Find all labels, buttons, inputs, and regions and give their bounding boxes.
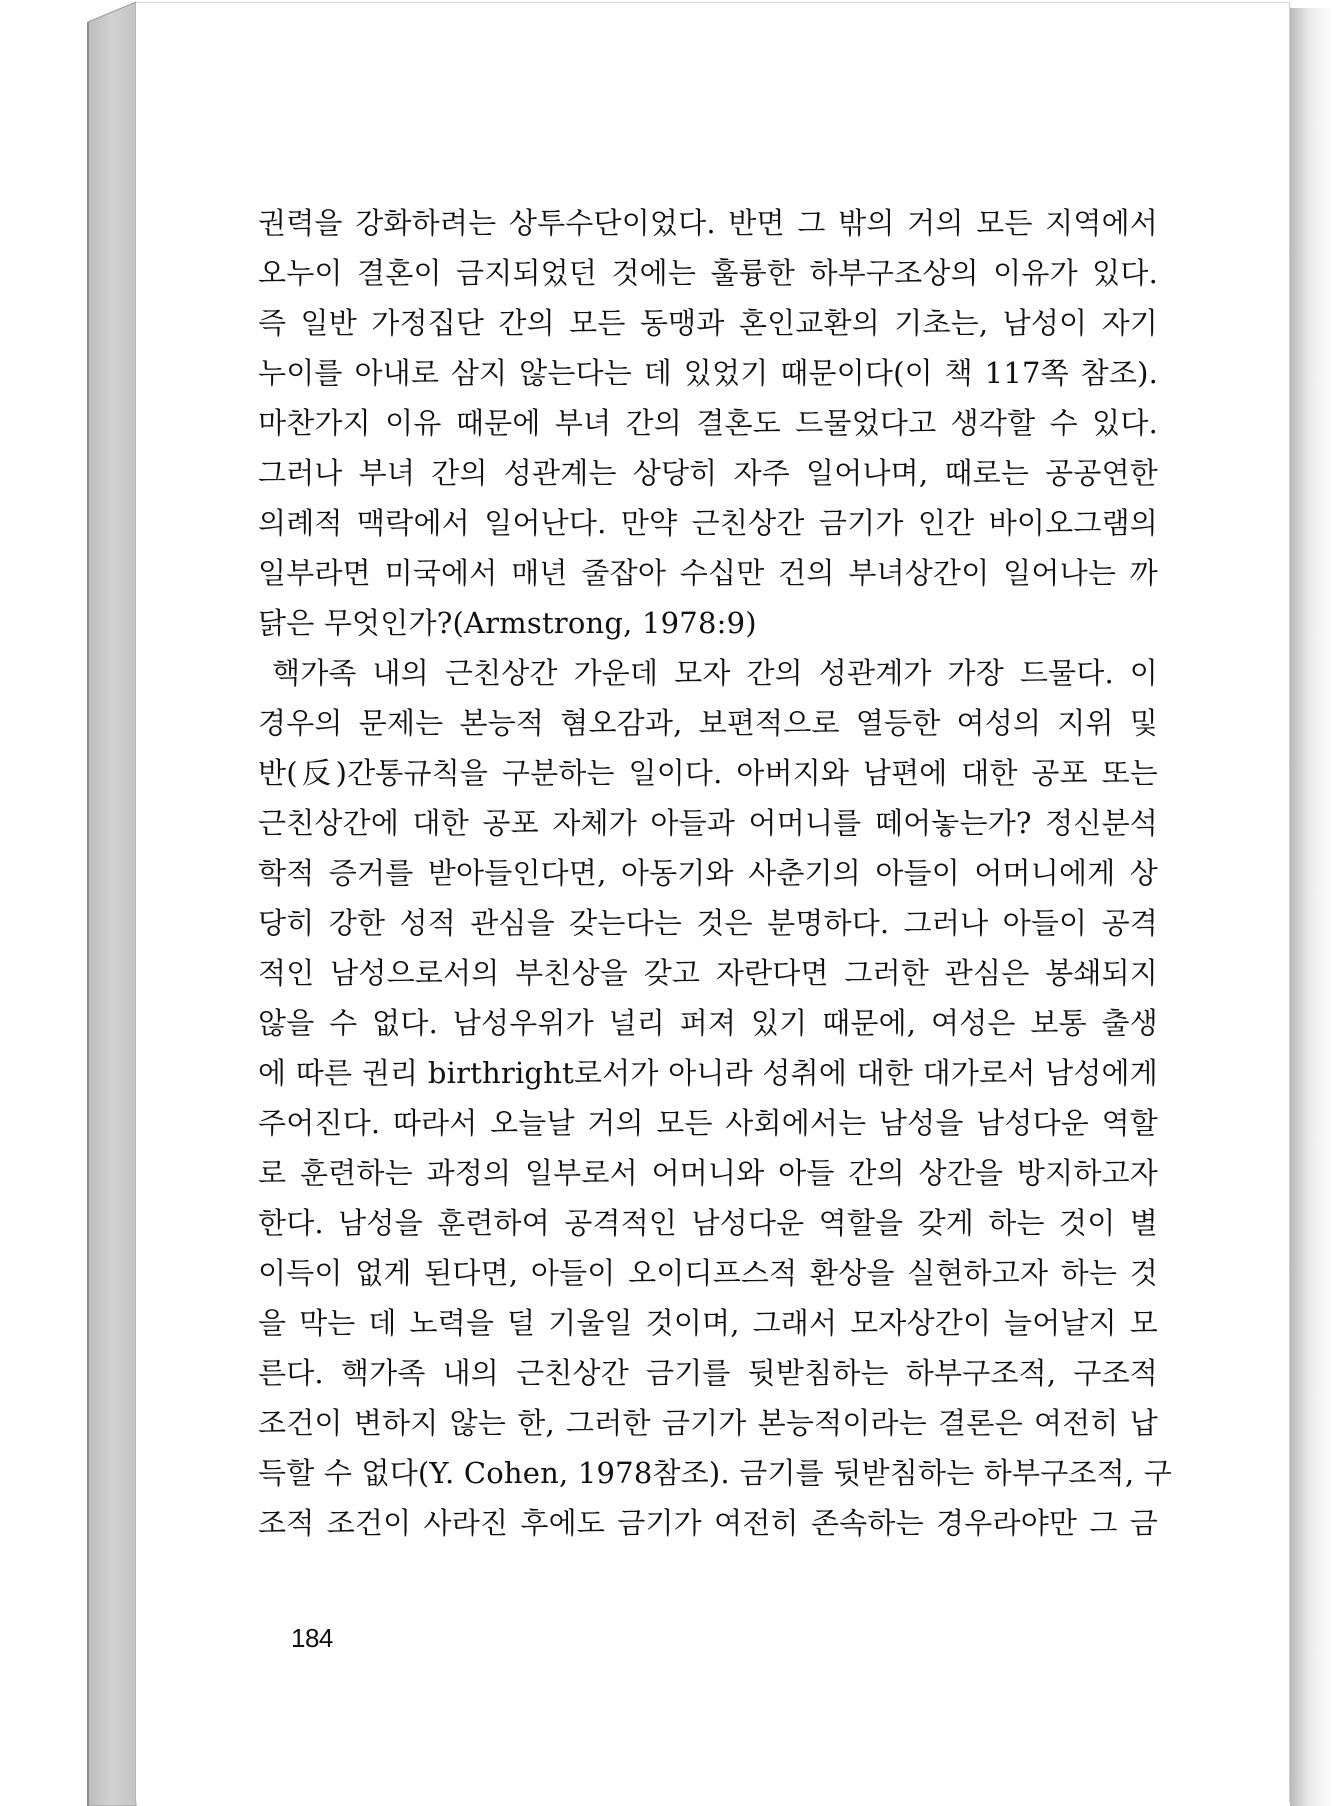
text-line: 적인 남성으로서의 부친상을 갖고 자란다면 그러한 관심은 봉쇄되지 <box>258 956 1158 990</box>
text-line: 누이를 아내로 삼지 않는다는 데 있었기 때문이다(이 책 117쪽 참조). <box>258 356 1158 390</box>
text-line: 득할 수 없다(Y. Cohen, 1978참조). 금기를 뒷받침하는 하부구조적, 구 <box>258 1456 1172 1490</box>
text-line: 마찬가지 이유 때문에 부녀 간의 결혼도 드물었다고 생각할 수 있다. <box>258 406 1158 440</box>
text-line: 그러나 부녀 간의 성관계는 상당히 자주 일어나며, 때로는 공공연한 <box>258 456 1158 490</box>
text-line: 학적 증거를 받아들인다면, 아동기와 사춘기의 아들이 어머니에게 상 <box>258 856 1158 890</box>
text-line: 을 막는 데 노력을 덜 기울일 것이며, 그래서 모자상간이 늘어날지 모 <box>258 1306 1158 1340</box>
text-line: 오누이 결혼이 금지되었던 것에는 훌륭한 하부구조상의 이유가 있다. <box>258 256 1158 290</box>
text-line: 한다. 남성을 훈련하여 공격적인 남성다운 역할을 갖게 하는 것이 별 <box>258 1206 1158 1240</box>
text-line: 주어진다. 따라서 오늘날 거의 모든 사회에서는 남성을 남성다운 역할 <box>258 1106 1158 1140</box>
paragraph <box>258 198 1158 648</box>
text-line: 일부라면 미국에서 매년 줄잡아 수십만 건의 부녀상간이 일어나는 까 <box>258 556 1158 590</box>
page-shadow <box>1290 8 1333 1806</box>
paragraph <box>258 648 1172 1548</box>
text-line: 반(反)간통규칙을 구분하는 일이다. 아버지와 남편에 대한 공포 또는 <box>258 756 1158 790</box>
text-line: 당히 강한 성적 관심을 갖는다는 것은 분명하다. 그러나 아들이 공격 <box>258 906 1158 940</box>
text-line: 른다. 핵가족 내의 근친상간 금기를 뒷받침하는 하부구조적, 구조적 <box>258 1356 1158 1390</box>
text-line: 로 훈련하는 과정의 일부로서 어머니와 아들 간의 상간을 방지하고자 <box>258 1156 1158 1190</box>
text-line: 조건이 변하지 않는 한, 그러한 금기가 본능적이라는 결론은 여전히 납 <box>258 1406 1158 1440</box>
text-line: 이득이 없게 된다면, 아들이 오이디프스적 환상을 실현하고자 하는 것 <box>258 1256 1158 1290</box>
text-line: 경우의 문제는 본능적 혐오감과, 보편적으로 열등한 여성의 지위 및 <box>258 706 1158 740</box>
text-line: 즉 일반 가정집단 간의 모든 동맹과 혼인교환의 기초는, 남성이 자기 <box>258 306 1158 340</box>
book-edge-illustration <box>0 0 150 1806</box>
book-spine-face <box>88 2 136 1806</box>
text-line: 권력을 강화하려는 상투수단이었다. 반면 그 밖의 거의 모든 지역에서 <box>258 206 1158 240</box>
text-line: 닭은 무엇인가?(Armstrong, 1978:9) <box>258 606 757 640</box>
book-page <box>136 2 1290 1802</box>
book-edge-svg <box>0 0 150 1806</box>
page-number: 184 <box>291 1623 333 1653</box>
body-text <box>258 198 1172 1548</box>
text-line: 조적 조건이 사라진 후에도 금기가 여전히 존속하는 경우라야만 그 금 <box>258 1506 1158 1540</box>
text-line: 의례적 맥락에서 일어난다. 만약 근친상간 금기가 인간 바이오그램의 <box>258 506 1158 540</box>
text-line: 핵가족 내의 근친상간 가운데 모자 간의 성관계가 가장 드물다. 이 <box>272 656 1158 690</box>
text-line: 근친상간에 대한 공포 자체가 아들과 어머니를 떼어놓는가? 정신분석 <box>258 806 1158 840</box>
text-line: 않을 수 없다. 남성우위가 널리 퍼져 있기 때문에, 여성은 보통 출생 <box>258 1006 1158 1040</box>
text-line: 에 따른 권리 birthright로서가 아니라 성취에 대한 대가로서 남성에게 <box>258 1056 1158 1090</box>
